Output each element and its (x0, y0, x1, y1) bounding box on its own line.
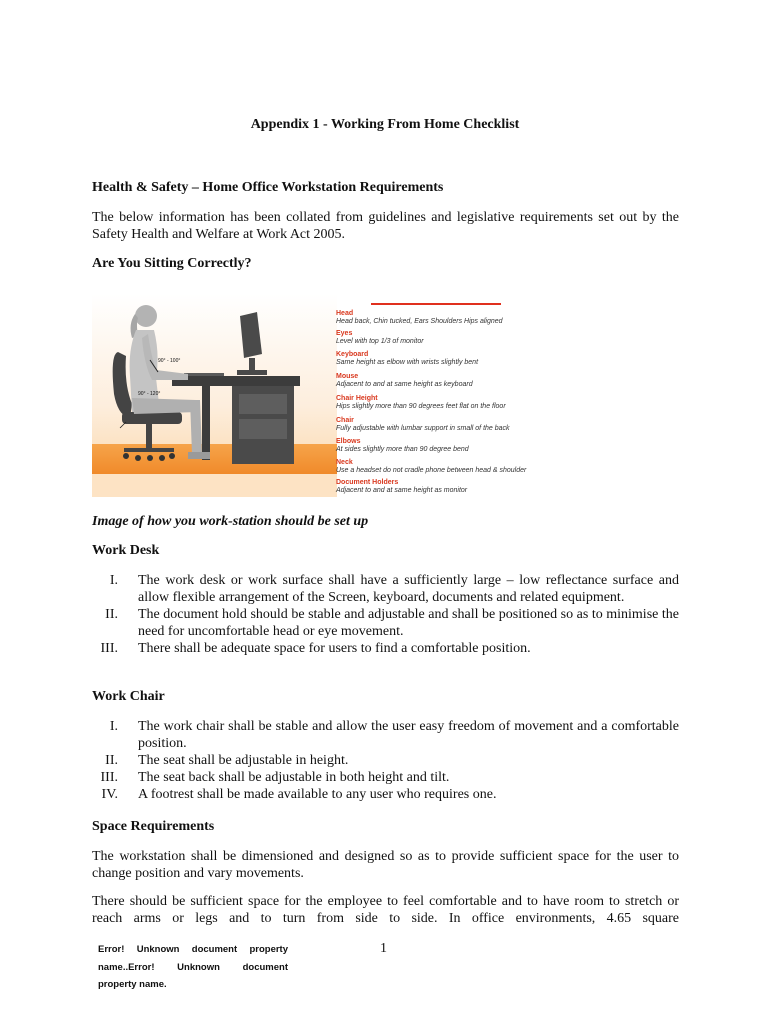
work-chair-list (92, 718, 679, 803)
legend-item: Keyboard Same height as elbow with wrists slightly bent (336, 351, 479, 366)
legend-item: Head Head back, Chin tucked, Ears Shoulders Hips aligned (336, 310, 503, 325)
page-title: Appendix 1 - Working From Home Checklist (250, 117, 520, 132)
legend-item: Eyes Level with top 1/3 of monitor (336, 330, 424, 345)
space-paragraph-1: The workstation shall be dimensioned and designed so as to provide sufficient space for the user to change position and vary movements. (92, 849, 679, 881)
legend-item: Mouse Adjacent to and at same height as keyboard (336, 373, 473, 388)
intro-paragraph: The below information has been collated from guidelines and legislative requirements set out by the Safety Health and Welfare at Work Act 2005. (92, 210, 679, 242)
legend-item: Elbows At sides slightly more than 90 degree bend (336, 438, 469, 453)
list-item: IV. A footrest shall be made available to any user who requires one. (101, 787, 497, 802)
sitting-heading: Are You Sitting Correctly? (92, 256, 252, 271)
elbow-angle-label: 90° - 100° (158, 358, 181, 364)
work-chair-heading: Work Chair (92, 689, 165, 704)
legend-accent-bar (371, 303, 501, 305)
footer-error-text: Error! Unknown document property name..Error! Unknown document property name. (98, 944, 288, 990)
space-requirements-heading: Space Requirements (92, 819, 215, 834)
legend-item: Chair Fully adjustable with lumbar support in small of the back (336, 417, 510, 432)
list-item: II. The seat shall be adjustable in height. (105, 753, 349, 768)
page-number: 1 (380, 941, 387, 956)
figure-caption: Image of how you work-station should be set up (92, 514, 369, 529)
list-item: I. The work desk or work surface shall have a sufficiently large – low reflectance surface and allow flexible arrangement of the Screen, keyboard, documents and related equipment. (109, 573, 679, 605)
section-heading: Health & Safety – Home Office Workstation Requirements (92, 180, 444, 195)
list-item: III. There shall be adequate space for users to find a comfortable position. (100, 641, 531, 656)
hip-angle-label: 90° - 120° (138, 391, 161, 397)
list-item: I. The work chair shall be stable and allow the user easy freedom of movement and a comfortable position. (109, 719, 679, 751)
list-item: III. The seat back shall be adjustable in both height and tilt. (100, 770, 450, 785)
work-desk-list (92, 572, 679, 657)
workstation-illustration (92, 294, 337, 497)
legend-item: Document Holders Adjacent to and at same height as monitor (336, 479, 468, 494)
work-desk-heading: Work Desk (92, 543, 160, 558)
legend-item: Chair Height Hips slightly more than 90 degrees feet flat on the floor (336, 395, 506, 410)
legend-item: Neck Use a headset do not cradle phone between head & shoulder (336, 459, 527, 474)
space-paragraph-2: There should be sufficient space for the employee to feel comfortable and to have room to stretch or reach arms or legs and to turn from side to side. In office environments, 4.65 square (92, 894, 679, 926)
list-item: II. The document hold should be stable and adjustable and shall be positioned so as to minimise the need for uncomfortable head or eye movement. (105, 607, 679, 639)
